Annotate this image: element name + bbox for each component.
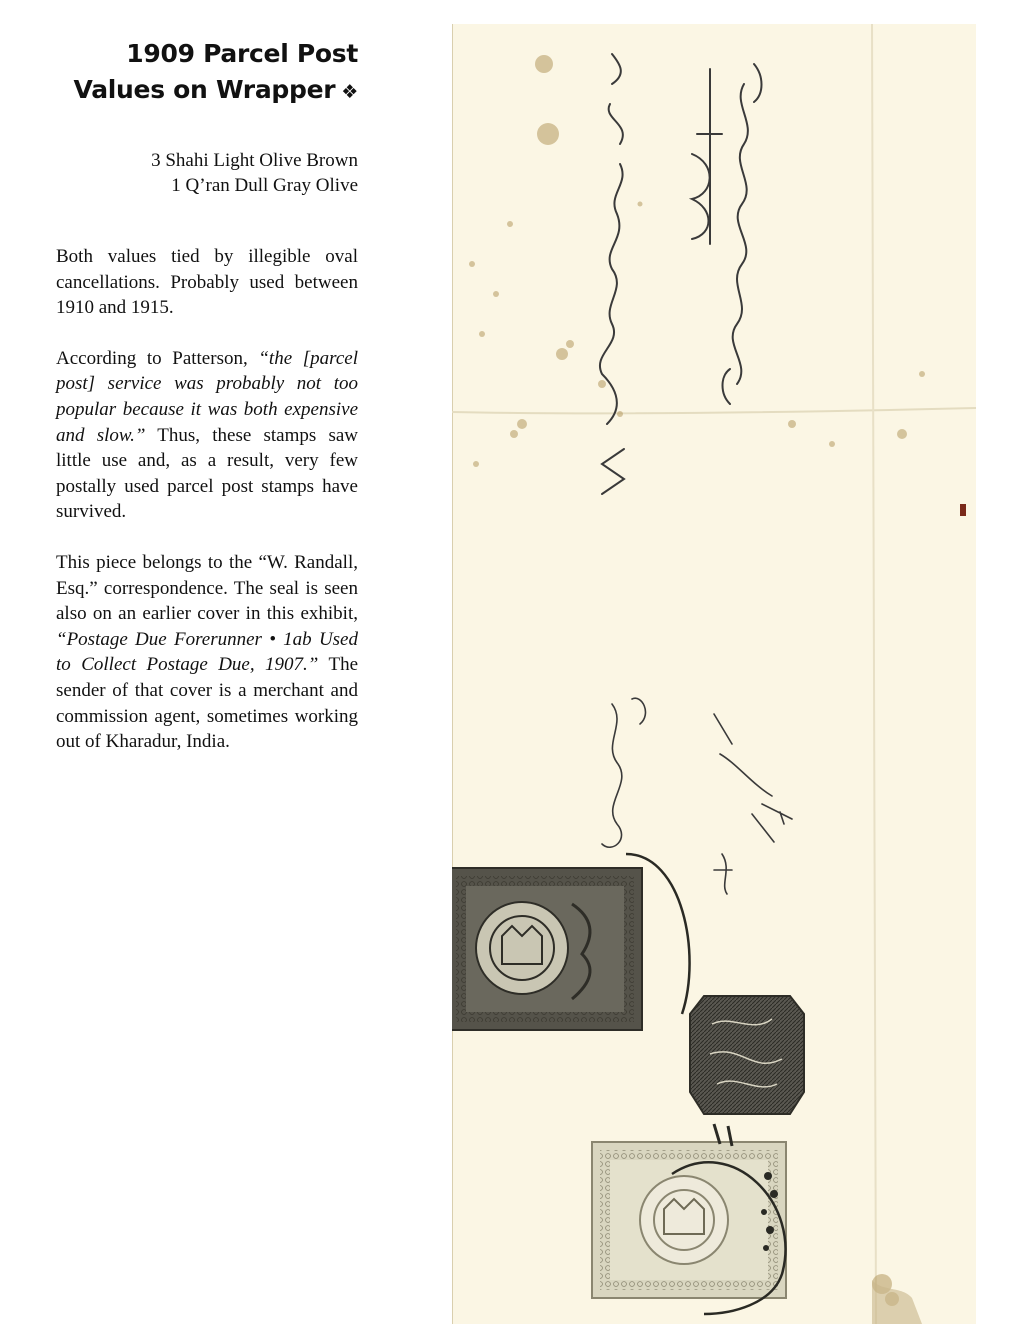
persian-notes xyxy=(602,698,792,894)
address-name-text: W. Randall Esqr. xyxy=(452,24,461,25)
paragraph-patterson-rest: Thus, these stamps saw little use and, as a result, very few postally used parcel post stamps have survived. xyxy=(56,424,358,523)
stamp-values xyxy=(56,148,358,198)
fold-line xyxy=(452,408,976,413)
torn-corner xyxy=(872,1280,922,1324)
red-mark xyxy=(960,504,966,516)
paragraph-correspondence-intro: This piece belongs to the “W. Randall, Esq.” correspondence. The seal is seen also on an earlier cover in this exhibit, xyxy=(56,551,358,625)
title-line-1: 1909 Parcel Post xyxy=(126,39,358,68)
paragraph-correspondence xyxy=(56,550,358,755)
page-title xyxy=(56,36,358,110)
merchant-seal xyxy=(690,996,804,1114)
wrapper-artwork xyxy=(452,24,976,1324)
description-column xyxy=(56,36,358,780)
paragraph-cancellations: Both values tied by illegible oval cancellations. Probably used between 1910 and 1915. xyxy=(56,246,358,319)
foxing-stains xyxy=(469,55,925,1306)
wrapper-image xyxy=(452,24,976,1324)
ornament-icon: ❖ xyxy=(341,81,358,103)
paragraph-patterson-intro: According to Patterson, xyxy=(56,347,259,369)
paragraph-correspondence-rest: The sender of that cover is a merchant and commission agent, sometimes working out of Kharadur, India. xyxy=(56,654,358,753)
title-line-2 xyxy=(56,72,358,110)
stamp-value-2: 1 Q’ran Dull Gray Olive xyxy=(171,175,358,196)
stamp-1-qran xyxy=(592,1124,786,1314)
patterson-quote: “the [parcel post] service was probably not too popular because it was both expensive and slow.” xyxy=(56,347,359,446)
paragraph-patterson xyxy=(56,346,358,525)
stamp-value-1: 3 Shahi Light Olive Brown xyxy=(151,150,358,171)
exhibit-reference-quote: “Postage Due Forerunner • 1ab Used to Collect Postage Due, 1907.” xyxy=(56,628,358,676)
handwritten-address xyxy=(600,54,762,494)
stamp-3-shahi xyxy=(452,854,690,1030)
title-line-2-text: Values on Wrapper xyxy=(73,75,336,104)
fold-line-vertical xyxy=(872,24,876,1324)
